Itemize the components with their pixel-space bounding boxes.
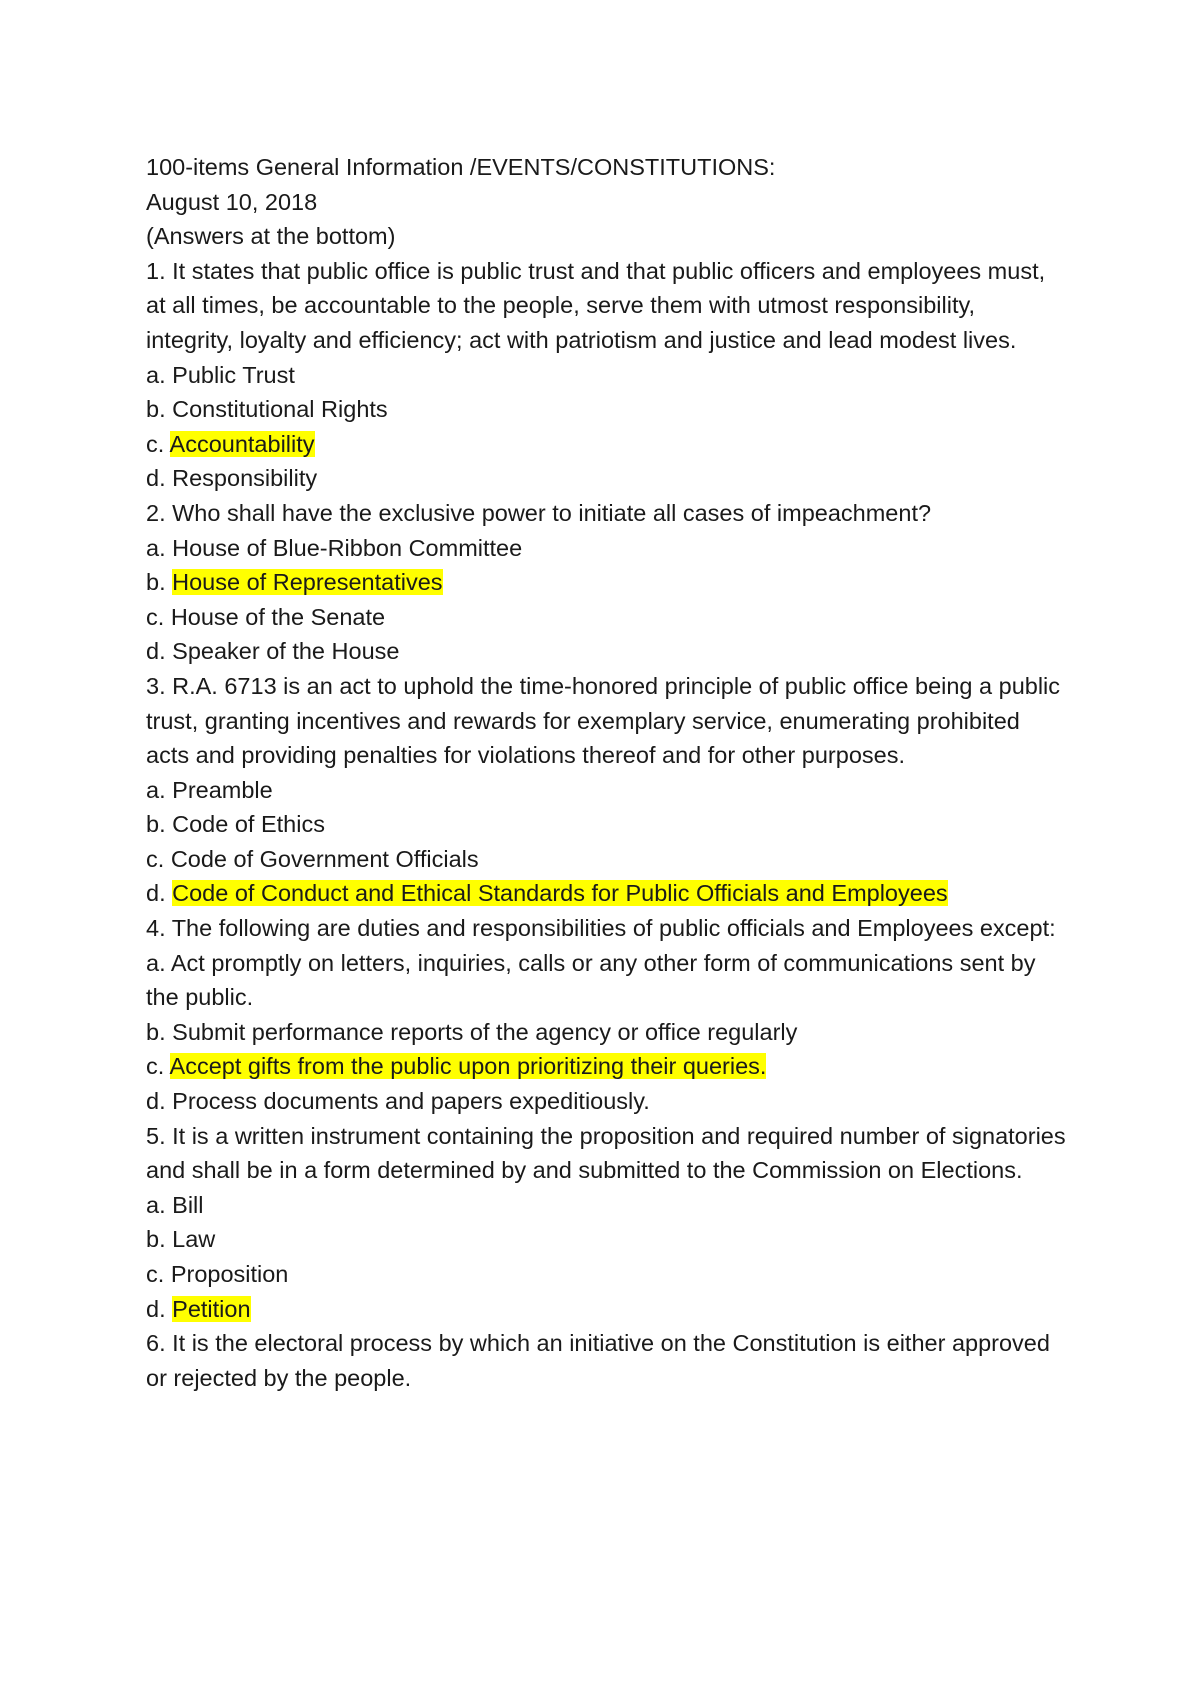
choice-4a (146, 946, 1066, 1015)
choice-letter: d. (146, 1088, 166, 1115)
choice-letter: a. (146, 361, 166, 388)
choice-letter: c. (146, 845, 165, 872)
choice-3d (146, 876, 1066, 911)
choice-letter: b. (146, 1018, 166, 1045)
choice-2d (146, 634, 1066, 669)
document-note: (Answers at the bottom) (146, 223, 396, 250)
choice-5c (146, 1257, 1066, 1292)
answer-highlight: Accountability (169, 430, 315, 457)
choice-letter: c. (146, 1053, 165, 1080)
choice-text: Bill (172, 1191, 204, 1218)
choice-1c (146, 427, 1066, 462)
choice-letter: d. (146, 880, 166, 907)
choice-1d (146, 461, 1066, 496)
choice-text: House of Blue-Ribbon Committee (172, 534, 523, 561)
choice-4d (146, 1084, 1066, 1119)
choice-text: House of the Senate (170, 603, 386, 630)
choice-2b (146, 565, 1066, 600)
choice-5d (146, 1292, 1066, 1327)
question-4-text: 4. The following are duties and responsibilities of public officials and Employees except: (146, 915, 1056, 942)
choice-text: Submit performance reports of the agency or office regularly (172, 1018, 798, 1045)
choice-letter: c. (146, 430, 165, 457)
choice-letter: b. (146, 569, 166, 596)
document-date: August 10, 2018 (146, 188, 318, 215)
choice-text: Process documents and papers expeditiously. (172, 1088, 650, 1115)
choice-text: Preamble (172, 776, 273, 803)
choice-letter: a. (146, 949, 166, 976)
document-body (146, 150, 1066, 1395)
choice-text: Code of Ethics (172, 811, 325, 838)
choice-letter: c. (146, 603, 165, 630)
choice-4c (146, 1049, 1066, 1084)
answer-highlight: Petition (172, 1295, 251, 1322)
choice-letter: a. (146, 1191, 166, 1218)
question-5-text: 5. It is a written instrument containing the proposition and required number of signatories and shall be in a form determined by and submitted to the Commission on Elections. (146, 1122, 1066, 1184)
choice-letter: d. (146, 1295, 166, 1322)
answer-highlight: Code of Conduct and Ethical Standards for Public Officials and Employees (172, 880, 948, 907)
choice-text: Speaker of the House (172, 638, 400, 665)
choice-5a (146, 1188, 1066, 1223)
choice-1b (146, 392, 1066, 427)
choice-letter: a. (146, 534, 166, 561)
choice-text: Act promptly on letters, inquiries, calls or any other form of communications sent by the public. (146, 949, 1036, 1011)
choice-3c (146, 842, 1066, 877)
choice-text: Proposition (170, 1261, 289, 1287)
choice-2a (146, 531, 1066, 566)
choice-1a (146, 358, 1066, 393)
choice-text: Law (172, 1226, 216, 1253)
question-1-text: 1. It states that public office is public trust and that public officers and employees must, at all times, be accountable to the people, serve them with utmost responsibility, integrity, loyalty and efficiency; act with patriotism and justice and lead modest lives. (146, 257, 1046, 353)
choice-text: Constitutional Rights (172, 396, 388, 423)
choice-letter: b. (146, 811, 166, 838)
choice-3a (146, 773, 1066, 808)
choice-5b (146, 1222, 1066, 1257)
choice-letter: b. (146, 1226, 166, 1253)
choice-3b (146, 807, 1066, 842)
choice-letter: d. (146, 638, 166, 665)
choice-letter: a. (146, 776, 166, 803)
choice-letter: d. (146, 465, 166, 492)
choice-4b (146, 1015, 1066, 1050)
answer-highlight: Accept gifts from the public upon prioritizing their queries. (169, 1053, 767, 1080)
choice-text: Responsibility (172, 465, 318, 492)
question-2-text: 2. Who shall have the exclusive power to initiate all cases of impeachment? (146, 499, 932, 526)
choice-letter: c. (146, 1261, 165, 1287)
question-6-text: 6. It is the electoral process by which an initiative on the Constitution is either approved or rejected by the people. (146, 1330, 1050, 1391)
choice-letter: b. (146, 396, 166, 423)
choice-text: Public Trust (172, 361, 295, 388)
document-title: 100-items General Information /EVENTS/CONSTITUTIONS: (146, 154, 776, 180)
question-3-text: 3. R.A. 6713 is an act to uphold the time-honored principle of public office being a public trust, granting incentives and rewards for exemplary service, enumerating prohibited acts and providing penalties for violations thereof and for other purposes. (146, 672, 1061, 769)
choice-text: Code of Government Officials (170, 845, 479, 872)
answer-highlight: House of Representatives (172, 569, 443, 596)
choice-2c (146, 600, 1066, 635)
